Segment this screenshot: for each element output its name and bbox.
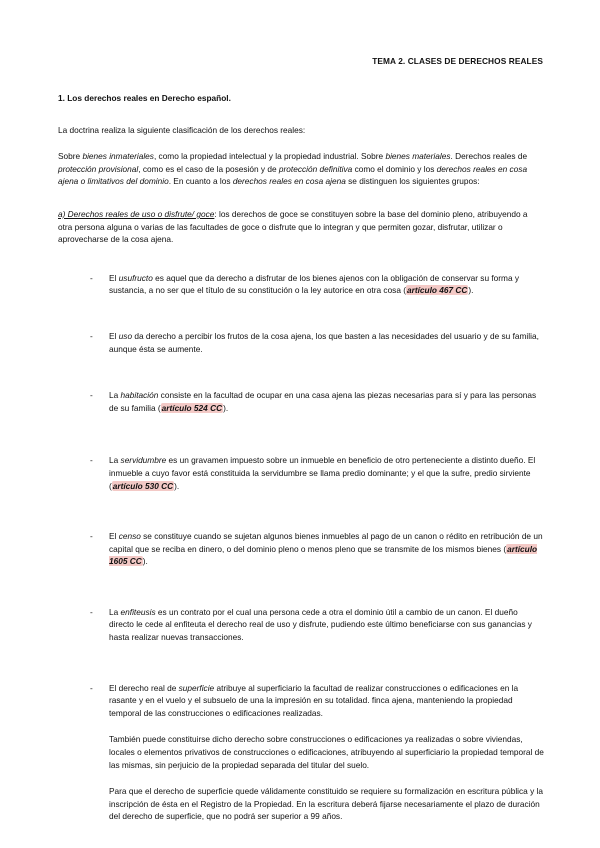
- dash-bullet: -: [90, 330, 93, 341]
- rights-list: [90, 272, 544, 823]
- superficie-paragraph-2: También puede constituirse dicho derecho sobre construcciones o edificaciones ya realizadas o sobre viviendas, locales o elementos privativos de construcciones o edificaciones, atribuyendo al superficiario la propiedad temporal de las mismas, sin perjuicio de la propiedad separada del titular del suelo.: [109, 734, 544, 770]
- list-item-uso: - El uso da derecho a percibir los frutos de la cosa ajena, los que basten a las necesidades del usuario y de su familia, aunque ésta se aumente.: [90, 330, 539, 354]
- article-ref-1605: artículo 1605 CC: [109, 543, 538, 567]
- dash-bullet: -: [90, 390, 93, 401]
- list-item-superficie: - El derecho real de superficie atribuye al superficiario la facultad de realizar construcciones o edificaciones en la rasante y en el vuelo y el subsuelo de una la impresión en su totalidad. finca ajena, manteniendo la propiedad temporal de las construcciones o edificaciones realizadas. También puede constituirse dicho derecho sobre construcciones o edificaciones ya realizadas o sobre viviendas, locales o elementos privativos de construcciones o edificaciones, atribuyendo al superficiario la propiedad temporal de las mismas, sin perjuicio de la propiedad separada del titular del suelo. Para que el derecho de superficie quede válidamente constituido se requiere su formalización en escritura pública y la inscripción de ésta en el Registro de la Propiedad. En la escritura deberá fijarse necesariamente el plazo de duración del derecho de superficie, que no podrá ser superior a 99 años.: [90, 682, 544, 822]
- dash-bullet: -: [90, 272, 93, 283]
- dash-bullet: -: [90, 682, 93, 693]
- list-item-enfiteusis: - La enfiteusis es un contrato por el cual una persona cede a otra el dominio útil a cambio de un canon. El dueño directo le cede al enfiteuta el derecho real de uso y disfrute, pudiendo este último beneficiarse con sus ganancias y hasta realizar nuevas transacciones.: [90, 606, 532, 643]
- list-item-usufructo: - El usufructo es aquel que da derecho a disfrutar de los bienes ajenos con la obligación de conservar su forma y sustancia, a no ser que el título de su constitución o la ley autorice en otra cosa (artículo 467 CC).: [90, 272, 520, 296]
- document-body: [58, 92, 544, 823]
- article-ref-467: artículo 467 CC: [407, 285, 468, 296]
- group-a-title: a) Derechos reales de uso o disfrute/ goce: [58, 208, 215, 219]
- list-item-habitacion: - La habitación consiste en la facultad de ocupar en una casa ajena las piezas necesarias para sí y para las personas de su familia (artículo 524 CC).: [90, 390, 537, 413]
- article-ref-530: artículo 530 CC: [112, 480, 174, 491]
- list-item-servidumbre: - La servidumbre es un gravamen impuesto sobre un inmueble en beneficio de otro perteneciente a distinto dueño. El inmueble a cuyo favor está constituida la servidumbre se llama predio dominante; y el que la sufre, predio sirviente (artículo 530 CC).: [90, 455, 536, 491]
- group-a-paragraph: a) Derechos reales de uso o disfrute/ goce: los derechos de goce se constituyen sobre la base del dominio pleno, atribuyendo a otra persona alguna o varias de las facultades de goce o disfrute que lo integran y que permiten gozar, disfrutar, utilizar o aprovecharse de la cosa ajena.: [58, 208, 528, 245]
- section-title: 1. Los derechos reales en Derecho español.: [58, 93, 231, 103]
- article-ref-524: artículo 524 CC: [161, 402, 223, 413]
- intro-paragraph: La doctrina realiza la siguiente clasificación de los derechos reales:: [58, 124, 306, 135]
- dash-bullet: -: [90, 455, 93, 466]
- dash-bullet: -: [90, 606, 93, 617]
- superficie-paragraph-3: Para que el derecho de superficie quede válidamente constituido se requiere su formalización en escritura pública y la inscripción de ésta en el Registro de la Propiedad. En la escritura deberá fijarse necesariamente el plazo de duración del derecho de superficie, que no podrá ser superior a 99 años.: [109, 786, 543, 822]
- page-header: TEMA 2. CLASES DE DERECHOS REALES: [372, 56, 543, 66]
- classification-paragraph: Sobre bienes inmateriales, como la propiedad intelectual y la propiedad industrial. Sobre bienes materiales. Derechos reales de protección provisional, como es el caso de la posesión y de protección definitiva como el dominio y los derechos reales en cosa ajena o limitativos del dominio. En cuanto a los derechos reales en cosa ajena se distinguen los siguientes grupos:: [58, 151, 528, 187]
- list-item-censo: - El censo se constituye cuando se sujetan algunos bienes inmuebles al pago de un canon o rédito en retribución de un capital que se reciba en dinero, o del dominio pleno o menos pleno que se transmite de los mismos bienes (artículo 1605 CC).: [90, 531, 543, 567]
- dash-bullet: -: [90, 531, 93, 542]
